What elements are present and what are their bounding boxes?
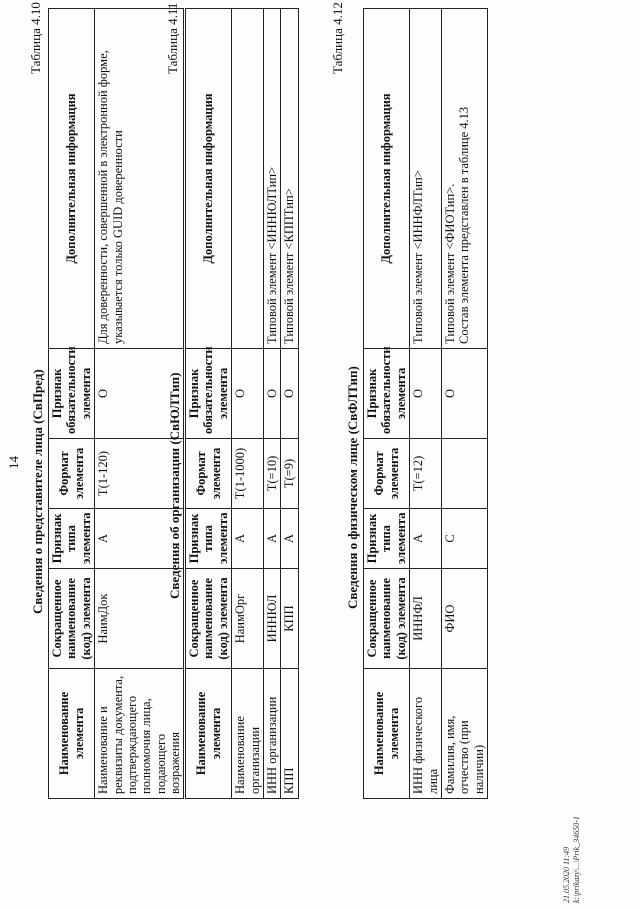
table-caption-4-12: Таблица 4.12 bbox=[330, 2, 345, 74]
table-cell: Т(1-1000) bbox=[232, 439, 264, 509]
table-caption-4-10: Таблица 4.10 bbox=[28, 2, 43, 74]
table-cell bbox=[441, 439, 487, 509]
table-cell: Типовой элемент <КППТип> bbox=[281, 9, 298, 349]
table-row bbox=[232, 9, 264, 799]
header-row bbox=[49, 9, 95, 799]
table-cell: А bbox=[263, 509, 280, 569]
table-row bbox=[263, 9, 280, 799]
table-cell: О bbox=[263, 349, 280, 439]
table-cell: КПП bbox=[281, 669, 298, 799]
table-cell: О bbox=[441, 349, 487, 439]
table-cell: Наименование организации bbox=[232, 669, 264, 799]
column-header: Дополнительная информация bbox=[364, 9, 410, 349]
table-cell: О bbox=[281, 349, 298, 439]
stamp-line-1: 21.05.2020 11:49 bbox=[562, 846, 571, 903]
column-header: Сокращенное наименование (код) элемента bbox=[186, 569, 232, 669]
column-header: Сокращенное наименование (код) элемента bbox=[364, 569, 410, 669]
table-cell: Т(=10) bbox=[263, 439, 280, 509]
column-header: Признак обязательности элемента bbox=[364, 349, 410, 439]
page-number: 14 bbox=[6, 456, 21, 469]
column-header: Наименование элемента bbox=[364, 669, 410, 799]
column-header: Признак типа элемента bbox=[49, 509, 95, 569]
header-row bbox=[364, 9, 410, 799]
table-cell: ИННЮЛ bbox=[263, 569, 280, 669]
column-header: Дополнительная информация bbox=[49, 9, 95, 349]
table-cell: Типовой элемент <ФИОТип>. Состав элемента представлен в таблице 4.13 bbox=[441, 9, 487, 349]
table-4-12 bbox=[363, 8, 488, 799]
table-cell: Типовой элемент <ИННФЛТип> bbox=[410, 9, 442, 349]
table-cell: ИНН физического лица bbox=[410, 669, 442, 799]
column-header: Дополнительная информация bbox=[186, 9, 232, 349]
table-cell: Типовой элемент <ИННЮЛТип> bbox=[263, 9, 280, 349]
table-row bbox=[441, 9, 487, 799]
column-header: Признак типа элемента bbox=[186, 509, 232, 569]
table-cell: А bbox=[232, 509, 264, 569]
column-header: Наименование элемента bbox=[186, 669, 232, 799]
table-cell: А bbox=[281, 509, 298, 569]
column-header: Формат элемента bbox=[49, 439, 95, 509]
stamp-line-2: k:\prikazy\...\Prik_34650-1 bbox=[572, 816, 582, 903]
table-cell: ФИО bbox=[441, 569, 487, 669]
column-header: Признак обязательности элемента bbox=[49, 349, 95, 439]
table-cell: ИННФЛ bbox=[410, 569, 442, 669]
table-title-4-10: Сведения о представителе лица (СвПред) bbox=[30, 369, 45, 614]
header-row bbox=[186, 9, 232, 799]
column-header: Формат элемента bbox=[364, 439, 410, 509]
table-title-4-12: Сведения о физическом лице (СвФЛТип) bbox=[345, 366, 360, 609]
table-cell: КПП bbox=[281, 569, 298, 669]
table-cell: О bbox=[232, 349, 264, 439]
table-cell bbox=[232, 9, 264, 349]
table-cell: Для доверенности, совершенной в электронной форме, указывается только GUID доверенности bbox=[95, 9, 184, 349]
table-title-4-11: Сведения об организации (СвЮЛТип) bbox=[167, 372, 182, 599]
table-cell: О bbox=[95, 349, 184, 439]
table-cell: С bbox=[441, 509, 487, 569]
table-cell: НаимДок bbox=[95, 569, 184, 669]
table-cell: А bbox=[410, 509, 442, 569]
table-4-11 bbox=[185, 8, 299, 799]
table-row bbox=[281, 9, 298, 799]
file-stamp bbox=[562, 816, 583, 903]
table-cell: О bbox=[410, 349, 442, 439]
table-caption-4-11: Таблица 4.11 bbox=[165, 2, 180, 74]
column-header: Формат элемента bbox=[186, 439, 232, 509]
column-header: Признак обязательности элемента bbox=[186, 349, 232, 439]
column-header: Наименование элемента bbox=[49, 669, 95, 799]
table-cell: ИНН организации bbox=[263, 669, 280, 799]
table-cell: НаимОрг bbox=[232, 569, 264, 669]
table-4-10 bbox=[48, 8, 184, 799]
table-cell: Наименование и реквизиты документа, подтверждающего полномочия лица, подающего возражения bbox=[95, 669, 184, 799]
table-cell: А bbox=[95, 509, 184, 569]
column-header: Признак типа элемента bbox=[364, 509, 410, 569]
table-row bbox=[410, 9, 442, 799]
table-cell: Т(1-120) bbox=[95, 439, 184, 509]
table-cell: Фамилия, имя, отчество (при наличии) bbox=[441, 669, 487, 799]
table-cell: Т(=12) bbox=[410, 439, 442, 509]
table-cell: Т(=9) bbox=[281, 439, 298, 509]
column-header: Сокращенное наименование (код) элемента bbox=[49, 569, 95, 669]
